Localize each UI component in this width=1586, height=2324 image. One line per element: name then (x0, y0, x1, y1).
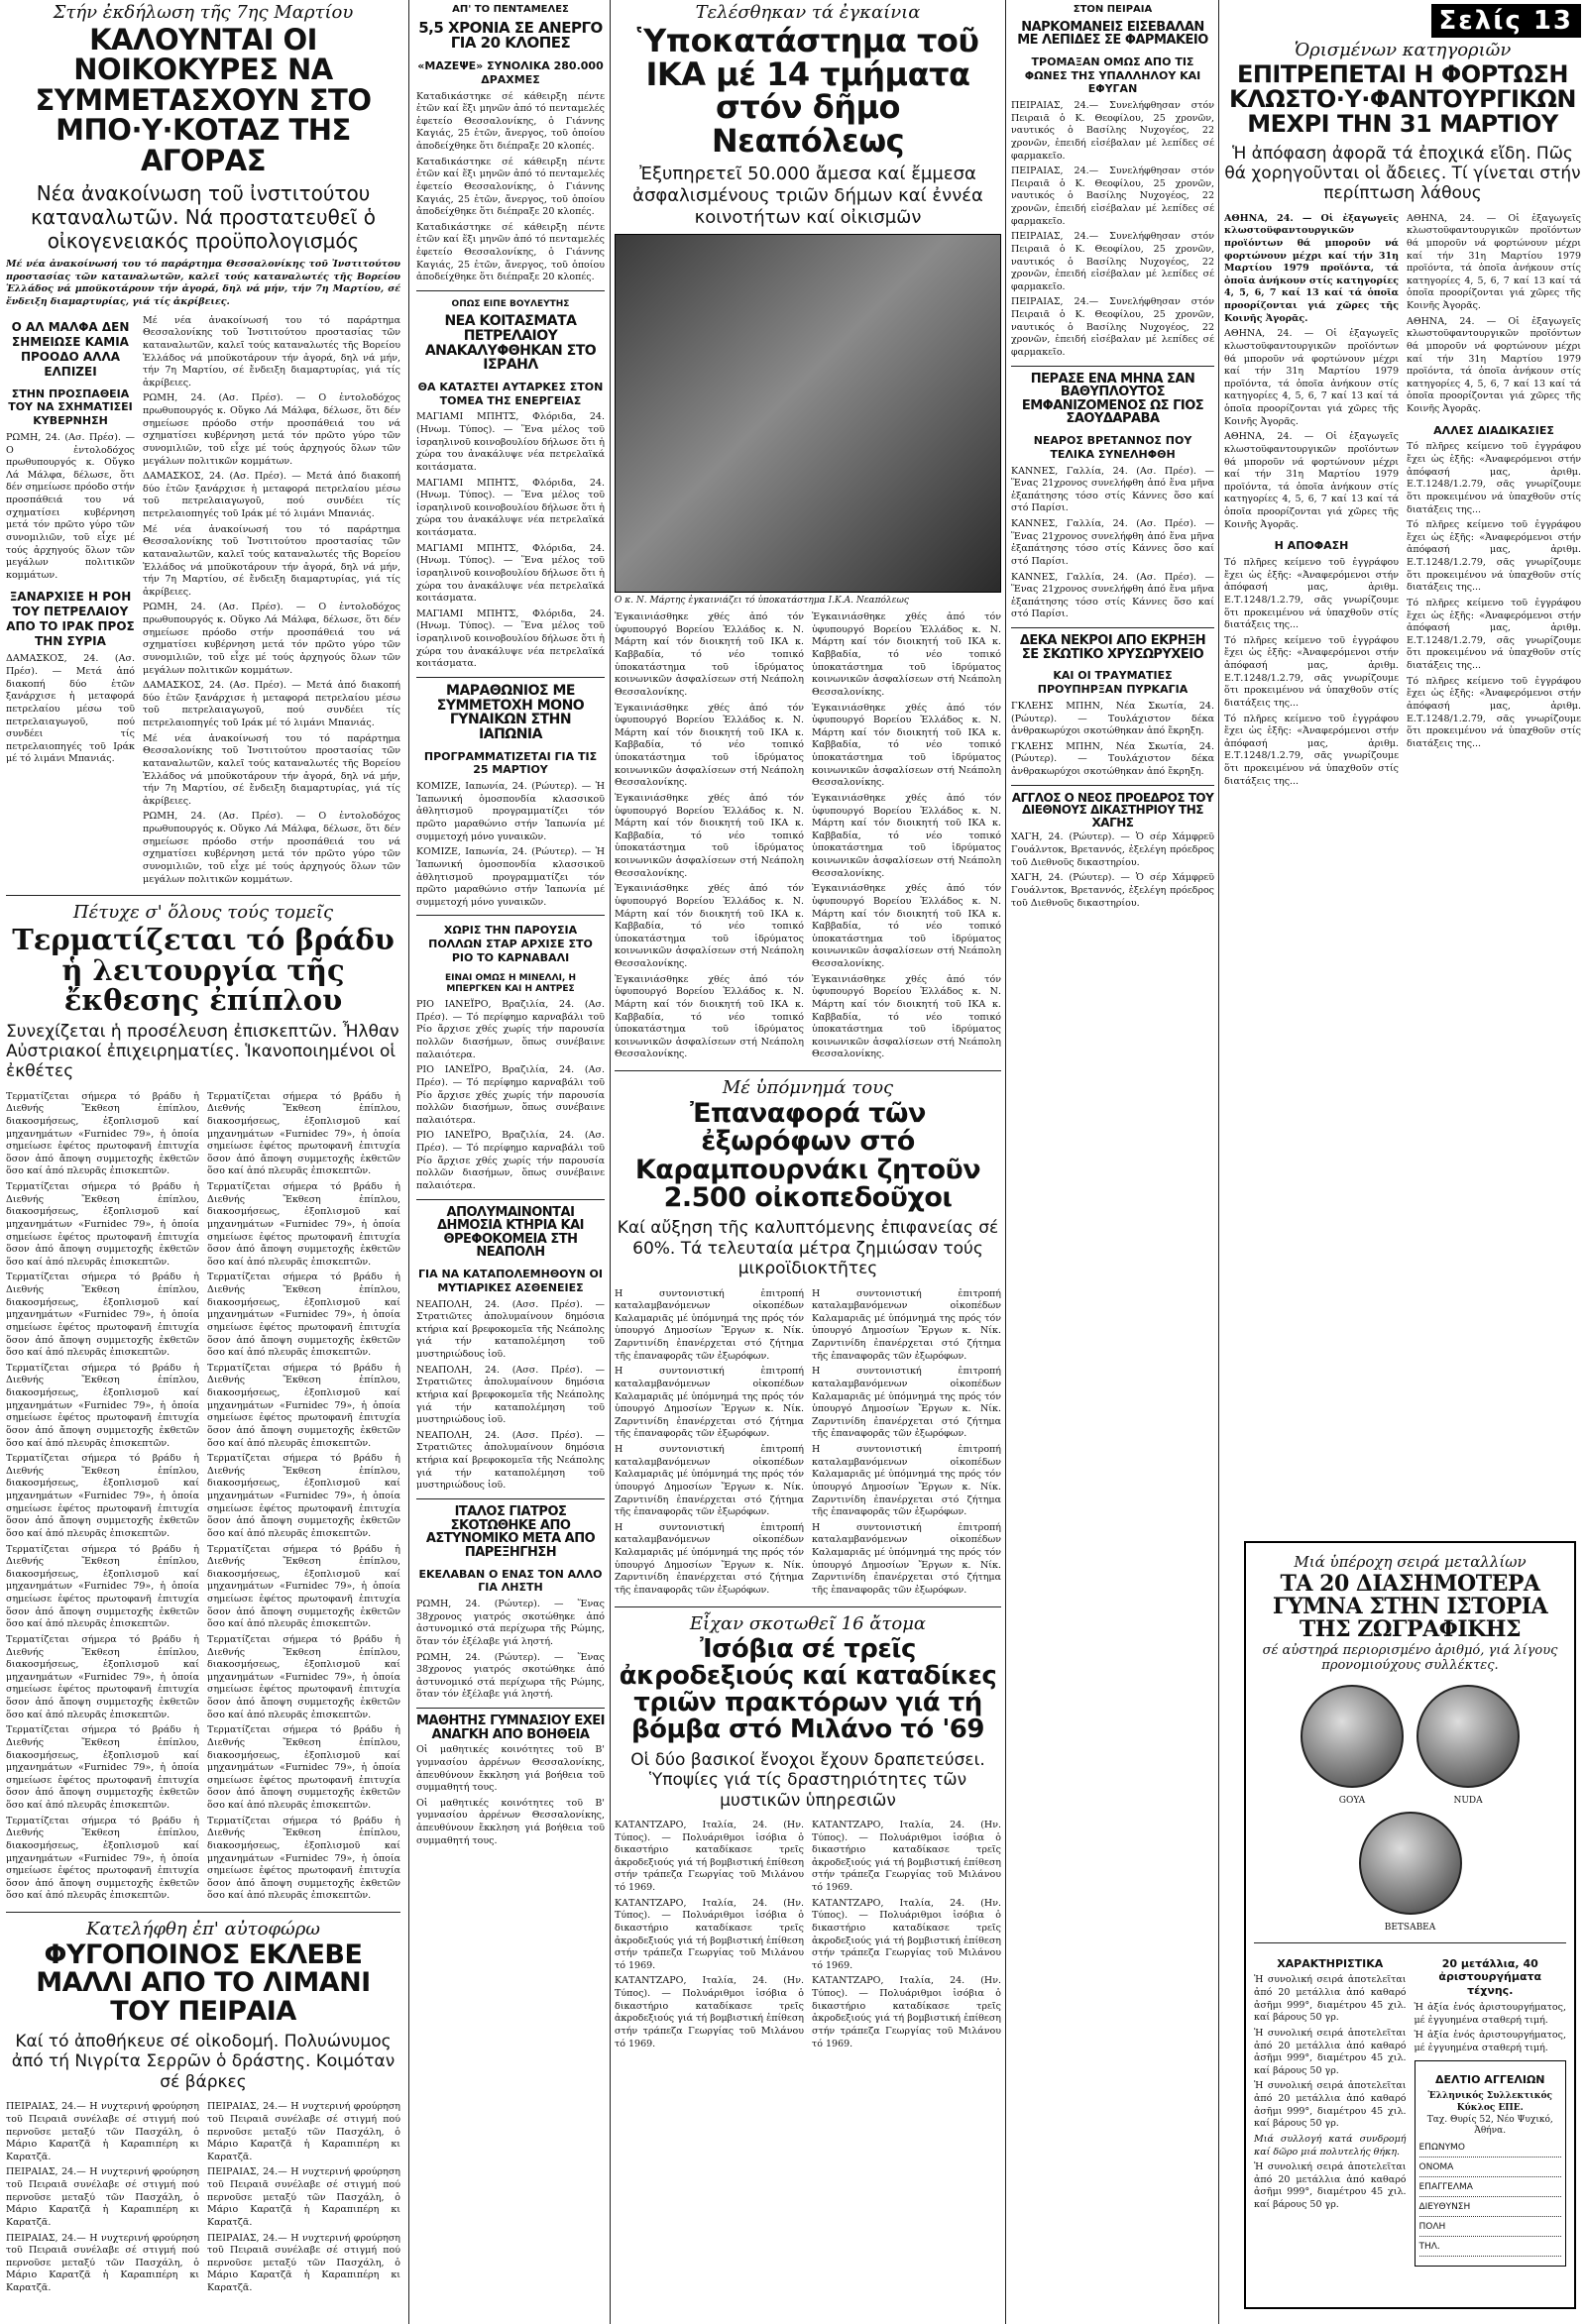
article-body: Ἐγκαινιάσθηκε χθές ἀπό τόν ὑφυπουργό Βορείου Ἑλλάδος κ. Ν. Μάρτη καί τόν διοικητή τοῦ ΙΚΑ κ. Καββαδία, τό νέο τοπικό ὑποκατάστημα τοῦ ἱδρύματος κοινωνικῶν ἀσφαλίσεων στή Νεάπολη Θεσσαλονίκης. (812, 883, 1001, 970)
article-deck: Ἡ ἀπόφαση ἀφορᾶ τά ἐποχικά εἴδη. Πῶς θά χορηγοῦνται οἱ ἄδειες. Τί γίνεται στήν περίπτωση λάθους (1224, 143, 1581, 204)
article-body: Η συντονιστική ἐπιτροπή καταλαμβανόμενων οἰκοπέδων Καλαμαριᾶς μέ ὑπόμνημά της πρός τόν ὑπουργό Δημοσίων Ἔργων κ. Νίκ. Ζαρντινίδη ἐπανέρχεται στό ζήτημα τῆς ἐπαναφορᾶς τῶν ἐξωρόφων. (615, 1521, 804, 1596)
article-body: Τερματίζεται σήμερα τό βράδυ ἡ Διεθνής Ἔκθεση ἐπίπλου, διακοσμήσεως, ἐξοπλισμοῦ καί μηχανημάτων «Furnidec 79», ἡ ὁποία σημείωσε ἐφέτος πρωτοφανῆ ἐπιτυχία ὅσον ἀπό ἄποψη συμμετοχῆς ἐκθετῶν ὅσο καί ἀπό πλευρᾶς ἐπισκεπτῶν. (6, 1543, 199, 1630)
article-body: ΜΑΓΙΑΜΙ ΜΠΗΤΣ, Φλόριδα, 24. (Ηνωμ. Τύπος). — Ἕνα μέλος τοῦ ἰσραηλινοῦ κοινοβουλίου δήλωσε ὅτι ἡ χώρα του ἀνακάλυψε νέα πετρελαϊκά κοιτάσματα. (416, 477, 605, 538)
ad-right-title: 20 μετάλλια, 40 ἀριστουργήματα τέχνης. (1438, 1956, 1542, 1998)
article-body: ΜΑΓΙΑΜΙ ΜΠΗΤΣ, Φλόριδα, 24. (Ηνωμ. Τύπος). — Ἕνα μέλος τοῦ ἰσραηλινοῦ κοινοβουλίου δήλωσε ὅτι ἡ χώρα του ἀνακάλυψε νέα πετρελαϊκά κοιτάσματα. (416, 608, 605, 670)
article-body: Τερματίζεται σήμερα τό βράδυ ἡ Διεθνής Ἔκθεση ἐπίπλου, διακοσμήσεως, ἐξοπλισμοῦ καί μηχανημάτων «Furnidec 79», ἡ ὁποία σημείωσε ἐφέτος πρωτοφανῆ ἐπιτυχία ὅσον ἀπό ἄποψη συμμετοχῆς ἐκθετῶν ὅσο καί ἀπό πλευρᾶς ἐπισκεπτῶν. (6, 1090, 199, 1177)
article-body: Τό πλῆρες κείμενο τοῦ ἐγγράφου ἔχει ὡς ἑξῆς: «Ἀναφερόμενοι στήν ἀπόφασή μας, ἀριθμ. Ε.Τ.1248/1.2.79, σᾶς γνωρίζουμε ὅτι προκειμένου νά ὑπαχθοῦν στίς διατάξεις της... (1407, 675, 1581, 749)
article-subhead: ΕΚΕΛΑΒΑΝ Ο ΕΝΑΣ ΤΟΝ ΑΛΛΟ ΓΙΑ ΛΗΣΤΗ (418, 1567, 603, 1595)
article-body: Ἐγκαινιάσθηκε χθές ἀπό τόν ὑφυπουργό Βορείου Ἑλλάδος κ. Ν. Μάρτη καί τόν διοικητή τοῦ ΙΚΑ κ. Καββαδία, τό νέο τοπικό ὑποκατάστημα τοῦ ἱδρύματος κοινωνικῶν ἀσφαλίσεων στή Νεάπολη Θεσσαλονίκης. (615, 611, 804, 698)
article-body: Η συντονιστική ἐπιτροπή καταλαμβανόμενων οἰκοπέδων Καλαμαριᾶς μέ ὑπόμνημά της πρός τόν ὑπουργό Δημοσίων Ἔργων κ. Νίκ. Ζαρντινίδη ἐπανέρχεται στό ζήτημα τῆς ἐπαναφορᾶς τῶν ἐξωρόφων. (615, 1444, 804, 1518)
article-body: ΠΕΙΡΑΙΑΣ, 24.— Συνελήφθησαν στόν Πειραιᾶ ὁ Κ. Θεοφίλου, 25 χρονῶν, ναυτικός ὁ Βασίλης Νυχογέος, 22 χρονῶν, ἐπειδή εἰσέβαλαν μέ λεπίδες σέ φαρμακεῖο. (1011, 166, 1214, 227)
ad-headline: ΤΑ 20 ΔΙΑΣΗΜΟΤΕΡΑ ΓΥΜΝΑ ΣΤΗΝ ΙΣΤΟΡΙΑ ΤΗΣ ΖΩΓΡΑΦΙΚΗΣ (1272, 1571, 1548, 1643)
article-body: ΜΑΓΙΑΜΙ ΜΠΗΤΣ, Φλόριδα, 24. (Ηνωμ. Τύπος). — Ἕνα μέλος τοῦ ἰσραηλινοῦ κοινοβουλίου δήλωσε ὅτι ἡ χώρα του ἀνακάλυψε νέα πετρελαϊκά κοιτάσματα. (416, 411, 605, 473)
form-field[interactable]: ΤΗΛ. (1419, 2242, 1562, 2257)
article-kicker: Τελέσθηκαν τά ἐγκαίνια (695, 2, 921, 23)
ad-features-body: Ἡ συνολική σειρά ἀποτελεῖται ἀπό 20 μετάλλια ἀπό καθαρό ἀσῆμι 999°, διαμέτρου 45 χιλ. καί βάρους 50 γρ. (1254, 1974, 1407, 2024)
article-body: Τερματίζεται σήμερα τό βράδυ ἡ Διεθνής Ἔκθεση ἐπίπλου, διακοσμήσεως, ἐξοπλισμοῦ καί μηχανημάτων «Furnidec 79», ἡ ὁποία σημείωσε ἐφέτος πρωτοφανῆ ἐπιτυχία ὅσον ἀπό ἄποψη συμμετοχῆς ἐκθετῶν ὅσο καί ἀπό πλευρᾶς ἐπισκεπτῶν. (6, 1181, 199, 1268)
article-headline: Ἰσόβια σέ τρεῖς ἀκροδεξιούς καί καταδίκες τριῶν πρακτόρων γιά τή βόμβα στό Μιλάνο τό '69 (619, 1633, 997, 1745)
form-field[interactable]: ΠΟΛΗ (1419, 2222, 1562, 2237)
article-body: ΡΩΜΗ, 24. (Ασ. Πρέσ). — Ο ἐντολοδόχος πρωθυπουργός κ. Οὔγκο Λά Μάλφα, δέλωσε, ὅτι δέν σημείωσε πρόοδο στήν προσπάθειά του νά σχηματίσει κυβέρνηση μετά τόν πρῶτο γύρο τῶν συνομιλιῶν, τοῦ εἶχε μέ τούς ἀρχηγούς ὅλων τῶν μεγάλων πολιτικῶν κομμάτων. (143, 811, 400, 885)
article-headline: Τερματίζεται τό βράδυ ἡ λειτουργία τῆς ἔκθεσης ἐπίπλου (12, 923, 395, 1018)
article-kicker: Ὁρισμένων κατηγοριῶν (1294, 40, 1512, 60)
article-body: Τερματίζεται σήμερα τό βράδυ ἡ Διεθνής Ἔκθεση ἐπίπλου, διακοσμήσεως, ἐξοπλισμοῦ καί μηχανημάτων «Furnidec 79», ἡ ὁποία σημείωσε ἐφέτος πρωτοφανῆ ἐπιτυχία ὅσον ἀπό ἄποψη συμμετοχῆς ἐκθετῶν ὅσο καί ἀπό πλευρᾶς ἐπισκεπτῶν. (207, 1181, 400, 1268)
article-body: Οἱ μαθητικές κοινότητες τοῦ Β' γυμνασίου ἀρρένων Θεσσαλονίκης, ἀπευθύνουν ἔκκληση γιά βοήθεια τοῦ συμμαθητή τους. (416, 1797, 605, 1846)
column-3 (615, 0, 1001, 2324)
article-body: Τερματίζεται σήμερα τό βράδυ ἡ Διεθνής Ἔκθεση ἐπίπλου, διακοσμήσεως, ἐξοπλισμοῦ καί μηχανημάτων «Furnidec 79», ἡ ὁποία σημείωσε ἐφέτος πρωτοφανῆ ἐπιτυχία ὅσον ἀπό ἄποψη συμμετοχῆς ἐκθετῶν ὅσο καί ἀπό πλευρᾶς ἐπισκεπτῶν. (207, 1272, 400, 1359)
ad-right-body: Ἡ ἀξία ἑνός ἀριστουργήματος, μέ ἐγγυημένα σταθερή τιμή. (1414, 2001, 1566, 2026)
article-body: ΡΩΜΗ, 24. (Ρώυτερ). — Ἕνας 38χρονος γιατρός σκοτώθηκε ἀπό ἀστυνομικό στά περίχωρα τῆς Ρώμης, ὅταν τόν ἐξέλαβε γιά ληστή. (416, 1599, 605, 1647)
article-body: Ἐγκαινιάσθηκε χθές ἀπό τόν ὑφυπουργό Βορείου Ἑλλάδος κ. Ν. Μάρτη καί τόν διοικητή τοῦ ΙΚΑ κ. Καββαδία, τό νέο τοπικό ὑποκατάστημα τοῦ ἱδρύματος κοινωνικῶν ἀσφαλίσεων στή Νεάπολη Θεσσαλονίκης. (615, 883, 804, 970)
article-body: Τερματίζεται σήμερα τό βράδυ ἡ Διεθνής Ἔκθεση ἐπίπλου, διακοσμήσεως, ἐξοπλισμοῦ καί μηχανημάτων «Furnidec 79», ἡ ὁποία σημείωσε ἐφέτος πρωτοφανῆ ἐπιτυχία ὅσον ἀπό ἄποψη συμμετοχῆς ἐκθετῶν ὅσο καί ἀπό πλευρᾶς ἐπισκεπτῶν. (207, 1090, 400, 1177)
article-body: ΚΑΤΑΝΤΖΑΡΟ, Ιταλία, 24. (Ην. Τύπος). — Πολυάριθμοι ἰσόβια ὁ δικαστήριο καταδίκασε τρεῖς ἀκροδεξιούς γιά τή βομβιστική ἐπίθεση στήν τράπεζα Γεωργίας τοῦ Μιλάνου τό 1969. (812, 1975, 1001, 2049)
ad-kicker: Μιά ὑπέροχη σειρά μεταλλίων (1294, 1553, 1527, 1571)
article-headline: ΜΑΡΑΘΩΝΙΟΣ ΜΕ ΣΥΜΜΕΤΟΧΗ ΜΟΝΟ ΓΥΝΑΙΚΩΝ ΣΤΗΝ ΙΑΠΩΝΙΑ (436, 682, 585, 742)
medal-coin-icon (1301, 1685, 1404, 1788)
article-deck: Ἐξυπηρετεῖ 50.000 ἄμεσα καί ἔμμεσα ἀσφαλισμένους τριῶν δήμων καί ἐννέα κοινοτήτων καί οἰκισμῶν (632, 164, 983, 228)
article-body: ΑΘΗΝΑ, 24. — Οἱ ἐξαγωγεῖς κλωστοϋφαντουργικῶν προϊόντων θά μποροῦν νά φορτώνουν μέχρι καί τήν 31η Μαρτίου 1979 προϊόντα, τά ὁποῖα ἀνήκουν στίς κατηγορίες 4, 5, 6, 7 καί 13 καί τά ὁποῖα προορίζονται γιά χῶρες τῆς Κοινῆς Ἀγορᾶς. (1407, 315, 1581, 415)
article-body: ΠΕΙΡΑΙΑΣ, 24.— Συνελήφθησαν στόν Πειραιᾶ ὁ Κ. Θεοφίλου, 25 χρονῶν, ναυτικός ὁ Βασίλης Νυχογέος, 22 χρονῶν, ἐπειδή εἰσέβαλαν μέ λεπίδες σέ φαρμακεῖο. (1011, 100, 1214, 162)
article-headline: ΧΩΡΙΣ ΤΗΝ ΠΑΡΟΥΣΙΑ ΠΟΛΛΩΝ ΣΤΑΡ ΑΡΧΙΣΕ ΣΤΟ ΡΙΟ ΤΟ ΚΑΡΝΑΒΑΛΙ (428, 924, 593, 964)
news-photo (615, 234, 1001, 593)
article-deck: Συνεχίζεται ἡ προσέλευση ἐπισκεπτῶν. Ἦλθαν Αὐστριακοί ἐπιχειρηματίες. Ἱκανοποιημένοι οἱ ἐκθέτες (6, 1021, 399, 1082)
article-body: ΓΚΛΕΗΣ ΜΠΗΝ, Νέα Σκωτία, 24. (Ρώυτερ). — Τουλάχιστον δέκα ἀνθρακωρύχοι σκοτώθηκαν ἀπό ἔκρηξη. (1011, 740, 1214, 777)
article-headline: Ἐπαναφορά τῶν ἐξωρόφων στό Καραμπουρνάκι ζητοῦν 2.500 οἰκοπεδοῦχοι (634, 1098, 981, 1214)
article-body: ΚΑΤΑΝΤΖΑΡΟ, Ιταλία, 24. (Ην. Τύπος). — Πολυάριθμοι ἰσόβια ὁ δικαστήριο καταδίκασε τρεῖς ἀκροδεξιούς γιά τή βομβιστική ἐπίθεση στήν τράπεζα Γεωργίας τοῦ Μιλάνου τό 1969. (615, 1819, 804, 1894)
article-body: Η συντονιστική ἐπιτροπή καταλαμβανόμενων οἰκοπέδων Καλαμαριᾶς μέ ὑπόμνημά της πρός τόν ὑπουργό Δημοσίων Ἔργων κ. Νίκ. Ζαρντινίδη ἐπανέρχεται στό ζήτημα τῆς ἐπαναφορᾶς τῶν ἐξωρόφων. (615, 1366, 804, 1440)
form-field[interactable]: ΕΠΩΝΥΜΟ (1419, 2143, 1562, 2158)
form-field[interactable]: ΕΠΑΓΓΕΛΜΑ (1419, 2182, 1562, 2197)
article-body: Καταδικάστηκε σέ κάθειρξη πέντε ἐτῶν καί ἕξι μηνῶν ἀπό τό πενταμελές ἐφετείο Θεσσαλονίκης, ὁ Γιάννης Καγιάς, 25 ἐτῶν, ἄνεργος, τοῦ ὁποίου ἀποδείχθηκε ὅτι διέπραξε 20 κλοπές. (416, 221, 605, 283)
article-body: Τερματίζεται σήμερα τό βράδυ ἡ Διεθνής Ἔκθεση ἐπίπλου, διακοσμήσεως, ἐξοπλισμοῦ καί μηχανημάτων «Furnidec 79», ἡ ὁποία σημείωσε ἐφέτος πρωτοφανῆ ἐπιτυχία ὅσον ἀπό ἄποψη συμμετοχῆς ἐκθετῶν ὅσο καί ἀπό πλευρᾶς ἐπισκεπτῶν. (207, 1362, 400, 1449)
ad-note: Μιά συλλογή κατά συνδρομή καί δῶρο μιά πολυτελής θήκη. (1254, 2133, 1407, 2158)
article-subhead: ΠΡΟΓΡΑΜΜΑΤΙΖΕΤΑΙ ΓΙΑ ΤΙΣ 25 ΜΑΡΤΙΟΥ (423, 749, 598, 777)
article-body: Τερματίζεται σήμερα τό βράδυ ἡ Διεθνής Ἔκθεση ἐπίπλου, διακοσμήσεως, ἐξοπλισμοῦ καί μηχανημάτων «Furnidec 79», ἡ ὁποία σημείωσε ἐφέτος πρωτοφανῆ ἐπιτυχία ὅσον ἀπό ἄποψη συμμετοχῆς ἐκθετῶν ὅσο καί ἀπό πλευρᾶς ἐπισκεπτῶν. (6, 1272, 199, 1359)
article-body: ΝΕΑΠΟΛΗ, 24. (Ασσ. Πρέσ). — Στρατιῶτες ἀπολυμαίνουν δημόσια κτήρια καί βρεφοκομεῖα τῆς Νεάπολης γιά τήν καταπολέμηση τοῦ μυστηριώδους ἰοῦ. (416, 1298, 605, 1361)
article-body: ΡΙΟ ΙΑΝΕΪΡΟ, Βραζιλία, 24. (Ασ. Πρέσ). — Τό περίφημο καρναβάλι τοῦ Ρίο ἄρχισε χθές χωρίς τήν παρουσία πολλῶν διασήμων, ὅπως συνέβαινε παλαιότερα. (416, 999, 605, 1060)
ad-features-body: Ἡ συνολική σειρά ἀποτελεῖται ἀπό 20 μετάλλια ἀπό καθαρό ἀσῆμι 999°, διαμέτρου 45 χιλ. καί βάρους 50 γρ. (1254, 2027, 1407, 2076)
article-headline: ΚΑΛΟΥΝΤΑΙ ΟΙ ΝΟΙΚΟΚΥΡΕΣ ΝΑ ΣΥΜΜΕΤΑΣΧΟΥΝ ΣΤΟ ΜΠΟ·Υ·ΚΟΤΑΖ ΤΗΣ ΑΓΟΡΑΣ (35, 23, 372, 177)
article-headline: Ο ΑΛ ΜΑΛΦΑ ΔΕΝ ΣΗΜΕΙΩΣΕ ΚΑΜΙΑ ΠΡΟΟΔΟ ΑΛΛΑ ΕΛΠΙΖΕΙ (11, 319, 130, 379)
article-body: Τό πλῆρες κείμενο τοῦ ἐγγράφου ἔχει ὡς ἑξῆς: «Ἀναφερόμενοι στήν ἀπόφασή μας, ἀριθμ. Ε.Τ.1248/1.2.79, σᾶς γνωρίζουμε ὅτι προκειμένου νά ὑπαχθοῦν στίς διατάξεις της... (1407, 519, 1581, 594)
medal-coin-icon (1416, 1685, 1520, 1788)
article-body: ΚΑΤΑΝΤΖΑΡΟ, Ιταλία, 24. (Ην. Τύπος). — Πολυάριθμοι ἰσόβια ὁ δικαστήριο καταδίκασε τρεῖς ἀκροδεξιούς γιά τή βομβιστική ἐπίθεση στήν τράπεζα Γεωργίας τοῦ Μιλάνου τό 1969. (615, 1975, 804, 2049)
coin-label: NUDA (1453, 1796, 1483, 1807)
article-body: ΝΕΑΠΟΛΗ, 24. (Ασσ. Πρέσ). — Στρατιῶτες ἀπολυμαίνουν δημόσια κτήρια καί βρεφοκομεῖα τῆς Νεάπολης γιά τήν καταπολέμηση τοῦ μυστηριώδους ἰοῦ. (416, 1364, 605, 1426)
article-headline: ΕΠΙΤΡΕΠΕΤΑΙ Η ΦΟΡΤΩΣΗ ΚΛΩΣΤΟ·Υ·ΦΑΝΤΟΥΡΓΙΚΩΝ ΜΕΧΡΙ ΤΗΝ 31 ΜΑΡΤΙΟΥ (1229, 60, 1576, 139)
article-subhead: ΓΙΑ ΝΑ ΚΑΤΑΠΟΛΕΜΗΘΟΥΝ ΟΙ ΜΥΤΙΑΡΙΚΕΣ ΑΣΘΕΝΕΙΕΣ (418, 1268, 603, 1294)
article-body: ΠΕΙΡΑΙΑΣ, 24.— Η νυχτερινή φρούρηση τοῦ Πειραιᾶ συνέλαβε σέ στιγμή πού περνοῦσε μεταξύ τῶν Πασχάλη, ὁ Μάριο Καρατζᾶ ἡ Καραπιπέρη κι Καρατζᾶ. (207, 2101, 400, 2162)
article-body: ΔΑΜΑΣΚΟΣ, 24. (Ασ. Πρέσ). — Μετά ἀπό διακοπή δύο ἐτῶν ξανάρχισε ἡ μεταφορά πετρελαίου μέσω τοῦ πετρελαιαγωγοῦ, πού συνδέει τίς πετρελαιοπηγές τοῦ Ιράκ μέ τό λιμάνι Μπανιάς. (6, 653, 135, 765)
article-kicker: Κατελήφθη ἐπ' αὐτοφώρω (86, 1919, 320, 1940)
article-body: Τό πλῆρες κείμενο τοῦ ἐγγράφου ἔχει ὡς ἑξῆς: «Ἀναφερόμενοι στήν ἀπόφασή μας, ἀριθμ. Ε.Τ.1248/1.2.79, σᾶς γνωρίζουμε ὅτι προκειμένου νά ὑπαχθοῦν στίς διατάξεις της... (1407, 441, 1581, 515)
article-body: ΠΕΙΡΑΙΑΣ, 24.— Συνελήφθησαν στόν Πειραιᾶ ὁ Κ. Θεοφίλου, 25 χρονῶν, ναυτικός ὁ Βασίλης Νυχογέος, 22 χρονῶν, ἐπειδή εἰσέβαλαν μέ λεπίδες σέ φαρμακεῖο. (1011, 296, 1214, 358)
form-field[interactable]: ΔΙΕΥΘΥΝΣΗ (1419, 2202, 1562, 2217)
article-subhead: ΝΕΑΡΟΣ ΒΡΕΤΑΝΝΟΣ ΠΟΥ ΤΕΛΙΚΑ ΣΥΝΕΛΗΦΘΗ (1033, 434, 1192, 461)
article-body: Τερματίζεται σήμερα τό βράδυ ἡ Διεθνής Ἔκθεση ἐπίπλου, διακοσμήσεως, ἐξοπλισμοῦ καί μηχανημάτων «Furnidec 79», ἡ ὁποία σημείωσε ἐφέτος πρωτοφανῆ ἐπιτυχία ὅσον ἀπό ἄποψη συμμετοχῆς ἐκθετῶν ὅσο καί ἀπό πλευρᾶς ἐπισκεπτῶν. (6, 1453, 199, 1539)
article-body: Τό πλῆρες κείμενο τοῦ ἐγγράφου ἔχει ὡς ἑξῆς: «Ἀναφερόμενοι στήν ἀπόφασή μας, ἀριθμ. Ε.Τ.1248/1.2.79, σᾶς γνωρίζουμε ὅτι προκειμένου νά ὑπαχθοῦν στίς διατάξεις της... (1224, 634, 1399, 709)
article-body: Μέ νέα ἀνακοίνωσή του τό παράρτημα Θεσσαλονίκης τοῦ Ἰνστιτούτου προστασίας τῶν καταναλωτῶν, καλεῖ τούς καταναλωτές τῆς Βορείου Ἑλλάδος νά μποϋκοτάρουν τήν ἀγορά, δηλ νά μήν, τήν 7η Μαρτίου, σέ ἔνδειξη διαμαρτυρίας, γιά τίς ἀκρίβειες. (143, 314, 400, 388)
article-body: Τερματίζεται σήμερα τό βράδυ ἡ Διεθνής Ἔκθεση ἐπίπλου, διακοσμήσεως, ἐξοπλισμοῦ καί μηχανημάτων «Furnidec 79», ἡ ὁποία σημείωσε ἐφέτος πρωτοφανῆ ἐπιτυχία ὅσον ἀπό ἄποψη συμμετοχῆς ἐκθετῶν ὅσο καί ἀπό πλευρᾶς ἐπισκεπτῶν. (207, 1453, 400, 1539)
article-body: Μέ νέα ἀνακοίνωσή του τό παράρτημα Θεσσαλονίκης τοῦ Ἰνστιτούτου προστασίας τῶν καταναλωτῶν, καλεῖ τούς καταναλωτές τῆς Βορείου Ἑλλάδος νά μποϋκοτάρουν τήν ἀγορά, δηλ νά μήν, τήν 7η Μαρτίου, σέ ἔνδειξη διαμαρτυρίας, γιά τίς ἀκρίβειες. (143, 523, 400, 598)
article-headline: ΠΕΡΑΣΕ ΕΝΑ ΜΗΝΑ ΣΑΝ ΒΑΘΥΠΛΟΥΤΟΣ ΕΜΦΑΝΙΖΟΜΕΝΟΣ ΩΣ ΓΙΟΣ ΣΑΟΥΔΑΡΑΒΑ (1021, 371, 1204, 427)
article-body: ΡΩΜΗ, 24. (Ασ. Πρέσ). — Ο ἐντολοδόχος πρωθυπουργός κ. Οὔγκο Λά Μάλφα, δέλωσε, ὅτι δέν σημείωσε πρόοδο στήν προσπάθειά του νά σχηματίσει κυβέρνηση μετά τόν πρῶτο γύρο τῶν συνομιλιῶν, τοῦ εἶχε μέ τούς ἀρχηγούς ὅλων τῶν μεγάλων πολιτικῶν κομμάτων. (143, 602, 400, 676)
article-body: Τερματίζεται σήμερα τό βράδυ ἡ Διεθνής Ἔκθεση ἐπίπλου, διακοσμήσεως, ἐξοπλισμοῦ καί μηχανημάτων «Furnidec 79», ἡ ὁποία σημείωσε ἐφέτος πρωτοφανῆ ἐπιτυχία ὅσον ἀπό ἄποψη συμμετοχῆς ἐκθετῶν ὅσο καί ἀπό πλευρᾶς ἐπισκεπτῶν. (6, 1815, 199, 1902)
article-body: Τερματίζεται σήμερα τό βράδυ ἡ Διεθνής Ἔκθεση ἐπίπλου, διακοσμήσεως, ἐξοπλισμοῦ καί μηχανημάτων «Furnidec 79», ἡ ὁποία σημείωσε ἐφέτος πρωτοφανῆ ἐπιτυχία ὅσον ἀπό ἄποψη συμμετοχῆς ἐκθετῶν ὅσο καί ἀπό πλευρᾶς ἐπισκεπτῶν. (207, 1724, 400, 1812)
article-body: Η συντονιστική ἐπιτροπή καταλαμβανόμενων οἰκοπέδων Καλαμαριᾶς μέ ὑπόμνημά της πρός τόν ὑπουργό Δημοσίων Ἔργων κ. Νίκ. Ζαρντινίδη ἐπανέρχεται στό ζήτημα τῆς ἐπαναφορᾶς τῶν ἐξωρόφων. (812, 1287, 1001, 1362)
article-body: ΜΑΓΙΑΜΙ ΜΠΗΤΣ, Φλόριδα, 24. (Ηνωμ. Τύπος). — Ἕνα μέλος τοῦ ἰσραηλινοῦ κοινοβουλίου δήλωσε ὅτι ἡ χώρα του ἀνακάλυψε νέα πετρελαϊκά κοιτάσματα. (416, 542, 605, 605)
ad-features-body: Ἡ συνολική σειρά ἀποτελεῖται ἀπό 20 μετάλλια ἀπό καθαρό ἀσῆμι 999°, διαμέτρου 45 χιλ. καί βάρους 50 γρ. (1254, 2161, 1407, 2211)
article-body: ΝΕΑΠΟΛΗ, 24. (Ασσ. Πρέσ). — Στρατιῶτες ἀπολυμαίνουν δημόσια κτήρια καί βρεφοκομεῖα τῆς Νεάπολης γιά τήν καταπολέμηση τοῦ μυστηριώδους ἰοῦ. (416, 1429, 605, 1492)
ad-deck: σέ αὐστηρά περιορισμένο ἀριθμό, γιά λίγους προνομιούχους συλλέκτες. (1262, 1643, 1558, 1674)
column-1 (6, 0, 400, 2324)
article-body: ΓΚΛΕΗΣ ΜΠΗΝ, Νέα Σκωτία, 24. (Ρώυτερ). — Τουλάχιστον δέκα ἀνθρακωρύχοι σκοτώθηκαν ἀπό ἔκρηξη. (1011, 700, 1214, 737)
article-body: ΠΕΙΡΑΙΑΣ, 24.— Η νυχτερινή φρούρηση τοῦ Πειραιᾶ συνέλαβε σέ στιγμή πού περνοῦσε μεταξύ τῶν Πασχάλη, ὁ Μάριο Καρατζᾶ ἡ Καραπιπέρη κι Καρατζᾶ. (207, 2166, 400, 2228)
article-subhead: ΘΑ ΚΑΤΑΣΤΕΙ ΑΥΤΑΡΚΕΣ ΣΤΟΝ ΤΟΜΕΑ ΤΗΣ ΕΝΕΡΓΕΙΑΣ (417, 380, 604, 407)
form-header: ΔΕΛΤΙΟ ΑΓΓΕΛΙΩΝ (1434, 2073, 1545, 2087)
coin-label: GOYA (1338, 1796, 1366, 1807)
article-body: ΠΕΙΡΑΙΑΣ, 24.— Η νυχτερινή φρούρηση τοῦ Πειραιᾶ συνέλαβε σέ στιγμή πού περνοῦσε μεταξύ τῶν Πασχάλη, ὁ Μάριο Καρατζᾶ ἡ Καραπιπέρη κι Καρατζᾶ. (6, 2166, 199, 2228)
article-intro: Μέ νέα ἀνακοίνωσή του τό παράρτημα Θεσσαλονίκης τοῦ Ἰνστιτούτου προστασίας τῶν καταναλωτῶν, καλεῖ τούς καταναλωτές τῆς Βορείου Ἑλλάδος νά μποϋκοτάρουν τήν ἀγορά, δηλ νά μήν, τήν 7η Μαρτίου, σέ ἔνδειξη διαμαρτυρίας, γιά τίς ἀκρίβειες. (6, 259, 400, 308)
article-body: ΠΕΙΡΑΙΑΣ, 24.— Συνελήφθησαν στόν Πειραιᾶ ὁ Κ. Θεοφίλου, 25 χρονῶν, ναυτικός ὁ Βασίλης Νυχογέος, 22 χρονῶν, ἐπειδή εἰσέβαλαν μέ λεπίδες σέ φαρμακεῖο. (1011, 231, 1214, 292)
article-body: Ἐγκαινιάσθηκε χθές ἀπό τόν ὑφυπουργό Βορείου Ἑλλάδος κ. Ν. Μάρτη καί τόν διοικητή τοῦ ΙΚΑ κ. Καββαδία, τό νέο τοπικό ὑποκατάστημα τοῦ ἱδρύματος κοινωνικῶν ἀσφαλίσεων στή Νεάπολη Θεσσαλονίκης. (615, 792, 804, 879)
article-subhead: ΚΑΙ ΟΙ ΤΡΑΥΜΑΤΙΕΣ ΠΡΟΥΠΗΡΞΑΝ ΠΥΡΚΑΓΙΑ (1037, 669, 1189, 697)
article-body: ΔΑΜΑΣΚΟΣ, 24. (Ασ. Πρέσ). — Μετά ἀπό διακοπή δύο ἐτῶν ξανάρχισε ἡ μεταφορά πετρελαίου μέσω τοῦ πετρελαιαγωγοῦ, πού συνδέει τίς πετρελαιοπηγές τοῦ Ιράκ μέ τό λιμάνι Μπανιάς. (143, 680, 400, 729)
article-body: Η συντονιστική ἐπιτροπή καταλαμβανόμενων οἰκοπέδων Καλαμαριᾶς μέ ὑπόμνημά της πρός τόν ὑπουργό Δημοσίων Ἔργων κ. Νίκ. Ζαρντινίδη ἐπανέρχεται στό ζήτημα τῆς ἐπαναφορᾶς τῶν ἐξωρόφων. (812, 1444, 1001, 1518)
ad-right-body: Ἡ ἀξία ἑνός ἀριστουργήματος, μέ ἐγγυημένα σταθερή τιμή. (1414, 2030, 1566, 2053)
article-body: ΑΘΗΝΑ, 24. — Οἱ ἐξαγωγεῖς κλωστοϋφαντουργικῶν προϊόντων θά μποροῦν νά φορτώνουν μέχρι καί τήν 31η Μαρτίου 1979 προϊόντα, τά ὁποῖα ἀνήκουν στίς κατηγορίες 4, 5, 6, 7 καί 13 καί τά ὁποῖα προορίζονται γιά χῶρες τῆς Κοινῆς Ἀγορᾶς. (1407, 212, 1581, 312)
article-body: Τό πλῆρες κείμενο τοῦ ἐγγράφου ἔχει ὡς ἑξῆς: «Ἀναφερόμενοι στήν ἀπόφασή μας, ἀριθμ. Ε.Τ.1248/1.2.79, σᾶς γνωρίζουμε ὅτι προκειμένου νά ὑπαχθοῦν στίς διατάξεις της... (1407, 597, 1581, 672)
article-body: Καταδικάστηκε σέ κάθειρξη πέντε ἐτῶν καί ἕξι μηνῶν ἀπό τό πενταμελές ἐφετείο Θεσσαλονίκης, ὁ Γιάννης Καγιάς, 25 ἐτῶν, ἄνεργος, τοῦ ὁποίου ἀποδείχθηκε ὅτι διέπραξε 20 κλοπές. (416, 156, 605, 218)
article-body: Ἐγκαινιάσθηκε χθές ἀπό τόν ὑφυπουργό Βορείου Ἑλλάδος κ. Ν. Μάρτη καί τόν διοικητή τοῦ ΙΚΑ κ. Καββαδία, τό νέο τοπικό ὑποκατάστημα τοῦ ἱδρύματος κοινωνικῶν ἀσφαλίσεων στή Νεάπολη Θεσσαλονίκης. (615, 973, 804, 1060)
ad-features-body: Ἡ συνολική σειρά ἀποτελεῖται ἀπό 20 μετάλλια ἀπό καθαρό ἀσῆμι 999°, διαμέτρου 45 χιλ. καί βάρους 50 γρ. (1254, 2080, 1407, 2130)
article-body: Τερματίζεται σήμερα τό βράδυ ἡ Διεθνής Ἔκθεση ἐπίπλου, διακοσμήσεως, ἐξοπλισμοῦ καί μηχανημάτων «Furnidec 79», ἡ ὁποία σημείωσε ἐφέτος πρωτοφανῆ ἐπιτυχία ὅσον ἀπό ἄποψη συμμετοχῆς ἐκθετῶν ὅσο καί ἀπό πλευρᾶς ἐπισκεπτῶν. (6, 1724, 199, 1812)
coin-label: BETSABEA (1384, 1922, 1436, 1933)
article-body: ΚΟΜΙΖΕ, Ιαπωνία, 24. (Ρώυτερ). — Ἡ Ἰαπωνική ὁμοσπονδία κλασσικοῦ ἀθλητισμοῦ προγραμματίζει τόν πρῶτο μαραθώνιο στήν Ἰαπωνία μέ συμμετοχή μόνο γυναικῶν. (416, 781, 605, 842)
article-deck: Οἱ δύο βασικοί ἔνοχοι ἔχουν δραπετεύσει. Ὑποψίες γιά τίς δραστηριότητες τῶν μυστικῶν ὑπηρεσιῶν (630, 1749, 985, 1811)
article-subhead: ΣΤΗΝ ΠΡΟΣΠΑΘΕΙΑ ΤΟΥ ΝΑ ΣΧΗΜΑΤΙΣΕΙ ΚΥΒΕΡΝΗΣΗ (8, 387, 133, 428)
form-company: Ἑλληνικός Συλλεκτικός Κύκλος ΕΠΕ. (1427, 2091, 1552, 2113)
article-body: Η συντονιστική ἐπιτροπή καταλαμβανόμενων οἰκοπέδων Καλαμαριᾶς μέ ὑπόμνημά της πρός τόν ὑπουργό Δημοσίων Ἔργων κ. Νίκ. Ζαρντινίδη ἐπανέρχεται στό ζήτημα τῆς ἐπαναφορᾶς τῶν ἐξωρόφων. (812, 1366, 1001, 1440)
article-body: ΠΕΙΡΑΙΑΣ, 24.— Η νυχτερινή φρούρηση τοῦ Πειραιᾶ συνέλαβε σέ στιγμή πού περνοῦσε μεταξύ τῶν Πασχάλη, ὁ Μάριο Καρατζᾶ ἡ Καραπιπέρη κι Καρατζᾶ. (6, 2101, 199, 2162)
article-kicker: Μέ ὑπόμνημά τους (722, 1077, 894, 1099)
article-headline: 5,5 ΧΡΟΝΙΑ ΣΕ ΑΝΕΡΓΟ ΓΙΑ 20 ΚΛΟΠΕΣ (418, 18, 603, 53)
article-body: ΚΑΤΑΝΤΖΑΡΟ, Ιταλία, 24. (Ην. Τύπος). — Πολυάριθμοι ἰσόβια ὁ δικαστήριο καταδίκασε τρεῖς ἀκροδεξιούς γιά τή βομβιστική ἐπίθεση στήν τράπεζα Γεωργίας τοῦ Μιλάνου τό 1969. (615, 1897, 804, 1971)
article-subhead: «ΜΑΖΕΨΕ» ΣΥΝΟΛΙΚΑ 280.000 ΔΡΑΧΜΕΣ (417, 59, 604, 86)
article-headline: ΑΠΟΛΥΜΑΙΝΟΝΤΑΙ ΔΗΜΟΣΙΑ ΚΤΗΡΙΑ ΚΑΙ ΘΡΕΦΟΚΟΜΕΙΑ ΣΤΗ ΝΕΑΠΟΛΗ (437, 1204, 584, 1261)
article-headline: ΙΤΑΛΟΣ ΓΙΑΤΡΟΣ ΣΚΟΤΩΘΗΚΕ ΑΠΟ ΑΣΤΥΝΟΜΙΚΟ ΜΕΤΑ ΑΠΟ ΠΑΡΕΞΗΓΗΣΗ (425, 1503, 596, 1560)
article-body: ΡΙΟ ΙΑΝΕΪΡΟ, Βραζιλία, 24. (Ασ. Πρέσ). — Τό περίφημο καρναβάλι τοῦ Ρίο ἄρχισε χθές χωρίς τήν παρουσία πολλῶν διασήμων, ὅπως συνέβαινε παλαιότερα. (416, 1064, 605, 1126)
article-body: Ἐγκαινιάσθηκε χθές ἀπό τόν ὑφυπουργό Βορείου Ἑλλάδος κ. Ν. Μάρτη καί τόν διοικητή τοῦ ΙΚΑ κ. Καββαδία, τό νέο τοπικό ὑποκατάστημα τοῦ ἱδρύματος κοινωνικῶν ἀσφαλίσεων στή Νεάπολη Θεσσαλονίκης. (615, 702, 804, 789)
article-body: ΚΑΤΑΝΤΖΑΡΟ, Ιταλία, 24. (Ην. Τύπος). — Πολυάριθμοι ἰσόβια ὁ δικαστήριο καταδίκασε τρεῖς ἀκροδεξιούς γιά τή βομβιστική ἐπίθεση στήν τράπεζα Γεωργίας τοῦ Μιλάνου τό 1969. (812, 1819, 1001, 1894)
article-headline: ΑΓΓΛΟΣ Ο ΝΕΟΣ ΠΡΟΕΔΡΟΣ ΤΟΥ ΔΙΕΘΝΟΥΣ ΔΙΚΑΣΤΗΡΙΟΥ ΤΗΣ ΧΑΓΗΣ (1011, 790, 1214, 830)
article-kicker: ΑΠ' ΤΟ ΠΕΝΤΑΜΕΛΕΣ (452, 4, 569, 15)
article-body: Τερματίζεται σήμερα τό βράδυ ἡ Διεθνής Ἔκθεση ἐπίπλου, διακοσμήσεως, ἐξοπλισμοῦ καί μηχανημάτων «Furnidec 79», ἡ ὁποία σημείωσε ἐφέτος πρωτοφανῆ ἐπιτυχία ὅσον ἀπό ἄποψη συμμετοχῆς ἐκθετῶν ὅσο καί ἀπό πλευρᾶς ἐπισκεπτῶν. (207, 1543, 400, 1630)
article-headline: ΝΕΑ ΚΟΙΤΑΣΜΑΤΑ ΠΕΤΡΕΛΑΙΟΥ ΑΝΑΚΑΛΥΦΘΗΚΑΝ ΣΤΟ ΙΣΡΑΗΛ (424, 313, 597, 374)
page-number-logo: Σελίς 13 (1431, 4, 1581, 38)
column-divider (1005, 0, 1006, 2324)
article-deck: Καί αὔξηση τῆς καλυπτόμενης ἐπιφανείας σέ 60%. Τά τελευταία μέτρα ζημιώσαν τούς μικροϊδιοκτῆτες (617, 1218, 999, 1279)
article-body: ΑΘΗΝΑ, 24. — Οἱ ἐξαγωγεῖς κλωστοϋφαντουργικῶν προϊόντων θά μποροῦν νά φορτώνουν μέχρι καί τήν 31η Μαρτίου 1979 προϊόντα, τά ὁποῖα ἀνήκουν στίς κατηγορίες 4, 5, 6, 7 καί 13 καί τά ὁποῖα προορίζονται γιά χῶρες τῆς Κοινῆς Ἀγορᾶς. (1224, 212, 1399, 324)
article-body: ΡΩΜΗ, 24. (Ασ. Πρέσ). — Ο ἐντολοδόχος πρωθυπουργός κ. Οὔγκο Λά Μάλφα, δέλωσε, ὅτι δέν σημείωσε πρόοδο στήν προσπάθειά του νά σχηματίσει κυβέρνηση μετά τόν πρῶτο γύρο τῶν συνομιλιῶν, τοῦ εἶχε μέ τούς ἀρχηγούς ὅλων τῶν μεγάλων πολιτικῶν κομμάτων. (6, 431, 135, 581)
article-body: Τό πλῆρες κείμενο τοῦ ἐγγράφου ἔχει ὡς ἑξῆς: «Ἀναφερόμενοι στήν ἀπόφασή μας, ἀριθμ. Ε.Τ.1248/1.2.79, σᾶς γνωρίζουμε ὅτι προκειμένου νά ὑπαχθοῦν στίς διατάξεις της... (1224, 713, 1399, 787)
article-body: ΠΕΙΡΑΙΑΣ, 24.— Η νυχτερινή φρούρηση τοῦ Πειραιᾶ συνέλαβε σέ στιγμή πού περνοῦσε μεταξύ τῶν Πασχάλη, ὁ Μάριο Καρατζᾶ ἡ Καραπιπέρη κι Καρατζᾶ. (207, 2232, 400, 2293)
article-body: Τερματίζεται σήμερα τό βράδυ ἡ Διεθνής Ἔκθεση ἐπίπλου, διακοσμήσεως, ἐξοπλισμοῦ καί μηχανημάτων «Furnidec 79», ἡ ὁποία σημείωσε ἐφέτος πρωτοφανῆ ἐπιτυχία ὅσον ἀπό ἄποψη συμμετοχῆς ἐκθετῶν ὅσο καί ἀπό πλευρᾶς ἐπισκεπτῶν. (6, 1362, 199, 1449)
column-5 (1224, 0, 1581, 1536)
article-body: ΧΑΓΗ, 24. (Ρώυτερ). — Ὁ σέρ Χάμφρεϋ Γουάλντοκ, Βρεταννός, ἐξελέγη πρόεδρος τοῦ Διεθνοῦς δικαστηρίου. (1011, 831, 1214, 868)
article-deck: Καί τό ἀποθήκευε σέ οἰκοδομή. Πολυώνυμος ἀπό τή Νιγρίτα Σερρῶν ὁ δράστης. Κοιμόταν σέ βάρκες (11, 2032, 396, 2092)
column-2 (416, 0, 605, 2324)
article-headline: ΦΥΓΟΠΟΙΝΟΣ ΕΚΛΕΒΕ ΜΑΛΛΙ ΑΠΟ ΤΟ ΛΙΜΑΝΙ ΤΟΥ ΠΕΙΡΑΙΑ (36, 1939, 371, 2027)
article-body: ΡΙΟ ΙΑΝΕΪΡΟ, Βραζιλία, 24. (Ασ. Πρέσ). — Τό περίφημο καρναβάλι τοῦ Ρίο ἄρχισε χθές χωρίς τήν παρουσία πολλῶν διασήμων, ὅπως συνέβαινε παλαιότερα. (416, 1130, 605, 1191)
article-body: Καταδικάστηκε σέ κάθειρξη πέντε ἐτῶν καί ἕξι μηνῶν ἀπό τό πενταμελές ἐφετείο Θεσσαλονίκης, ὁ Γιάννης Καγιάς, 25 ἐτῶν, ἄνεργος, τοῦ ὁποίου ἀποδείχθηκε ὅτι διέπραξε 20 κλοπές. (416, 90, 605, 152)
article-headline: Ὑποκατάστημα τοῦ ΙΚΑ μέ 14 τμήματα στόν δῆμο Νεαπόλεως (636, 22, 979, 160)
article-body: Οἱ μαθητικές κοινότητες τοῦ Β' γυμνασίου ἀρρένων Θεσσαλονίκης, ἀπευθύνουν ἔκκληση γιά βοήθεια τοῦ συμμαθητή τους. (416, 1744, 605, 1794)
article-body: ΡΩΜΗ, 24. (Ρώυτερ). — Ἕνας 38χρονος γιατρός σκοτώθηκε ἀπό ἀστυνομικό στά περίχωρα τῆς Ρώμης, ὅταν τόν ἐξέλαβε γιά ληστή. (416, 1651, 605, 1701)
article-body: ΧΑΓΗ, 24. (Ρώυτερ). — Ὁ σέρ Χάμφρεϋ Γουάλντοκ, Βρεταννός, ἐξελέγη πρόεδρος τοῦ Διεθνοῦς δικαστηρίου. (1011, 872, 1214, 909)
article-body: ΚΑΝΝΕΣ, Γαλλία, 24. (Ασ. Πρέσ). — Ἕνας 21χρονος συνελήφθη ἀπό ἕνα μῆνα ἐξαπάτησης τόσο στίς Κάννες ὅσο καί στό Παρίσι. (1011, 571, 1214, 620)
article-body: ΑΘΗΝΑ, 24. — Οἱ ἐξαγωγεῖς κλωστοϋφαντουργικῶν προϊόντων θά μποροῦν νά φορτώνουν μέχρι καί τήν 31η Μαρτίου 1979 προϊόντα, τά ὁποῖα ἀνήκουν στίς κατηγορίες 4, 5, 6, 7 καί 13 καί τά ὁποῖα προορίζονται γιά χῶρες τῆς Κοινῆς Ἀγορᾶς. (1224, 431, 1399, 530)
column-divider (1218, 0, 1219, 2324)
article-subhead: Η ΑΠΟΦΑΣΗ (1274, 539, 1349, 553)
article-body: Τερματίζεται σήμερα τό βράδυ ἡ Διεθνής Ἔκθεση ἐπίπλου, διακοσμήσεως, ἐξοπλισμοῦ καί μηχανημάτων «Furnidec 79», ἡ ὁποία σημείωσε ἐφέτος πρωτοφανῆ ἐπιτυχία ὅσον ἀπό ἄποψη συμμετοχῆς ἐκθετῶν ὅσο καί ἀπό πλευρᾶς ἐπισκεπτῶν. (207, 1815, 400, 1902)
coin-advertisement (1244, 1541, 1576, 2309)
ad-features-title: ΧΑΡΑΚΤΗΡΙΣΤΙΚΑ (1277, 1956, 1384, 1970)
article-kicker: Στήν ἐκδήλωση τῆς 7ης Μαρτίου (53, 2, 354, 23)
article-body: ΚΑΤΑΝΤΖΑΡΟ, Ιταλία, 24. (Ην. Τύπος). — Πολυάριθμοι ἰσόβια ὁ δικαστήριο καταδίκασε τρεῖς ἀκροδεξιούς γιά τή βομβιστική ἐπίθεση στήν τράπεζα Γεωργίας τοῦ Μιλάνου τό 1969. (812, 1897, 1001, 1971)
article-headline: ΞΑΝΑΡΧΙΣΕ Η ΡΟΗ ΤΟΥ ΠΕΤΡΕΛΑΙΟΥ ΑΠΟ ΤΟ ΙΡΑΚ ΠΡΟΣ ΤΗΝ ΣΥΡΙΑ (6, 590, 135, 649)
column-divider (408, 0, 409, 2324)
article-kicker: Πέτυχε σ' ὅλους τούς τομεῖς (72, 902, 334, 924)
medal-coin-icon (1359, 1812, 1462, 1915)
article-subhead: ΑΛΛΕΣ ΔΙΑΔΙΚΑΣΙΕΣ (1433, 423, 1554, 437)
article-body: Ἐγκαινιάσθηκε χθές ἀπό τόν ὑφυπουργό Βορείου Ἑλλάδος κ. Ν. Μάρτη καί τόν διοικητή τοῦ ΙΚΑ κ. Καββαδία, τό νέο τοπικό ὑποκατάστημα τοῦ ἱδρύματος κοινωνικῶν ἀσφαλίσεων στή Νεάπολη Θεσσαλονίκης. (812, 973, 1001, 1060)
article-body: ΠΕΙΡΑΙΑΣ, 24.— Η νυχτερινή φρούρηση τοῦ Πειραιᾶ συνέλαβε σέ στιγμή πού περνοῦσε μεταξύ τῶν Πασχάλη, ὁ Μάριο Καρατζᾶ ἡ Καραπιπέρη κι Καρατζᾶ. (6, 2232, 199, 2293)
form-field[interactable]: ΟΝΟΜΑ (1419, 2162, 1562, 2177)
form-address: Ταχ. Θυρίς 52, Νέο Ψυχικό, Ἀθήνα. (1426, 2114, 1553, 2137)
article-body: ΑΘΗΝΑ, 24. — Οἱ ἐξαγωγεῖς κλωστοϋφαντουργικῶν προϊόντων θά μποροῦν νά φορτώνουν μέχρι καί τήν 31η Μαρτίου 1979 προϊόντα, τά ὁποῖα ἀνήκουν στίς κατηγορίες 4, 5, 6, 7 καί 13 καί τά ὁποῖα προορίζονται γιά χῶρες τῆς Κοινῆς Ἀγορᾶς. (1224, 328, 1399, 427)
article-body: Μέ νέα ἀνακοίνωσή του τό παράρτημα Θεσσαλονίκης τοῦ Ἰνστιτούτου προστασίας τῶν καταναλωτῶν, καλεῖ τούς καταναλωτές τῆς Βορείου Ἑλλάδος νά μποϋκοτάρουν τήν ἀγορά, δηλ νά μήν, τήν 7η Μαρτίου, σέ ἔνδειξη διαμαρτυρίας, γιά τίς ἀκρίβειες. (143, 732, 400, 807)
article-body: Τό πλῆρες κείμενο τοῦ ἐγγράφου ἔχει ὡς ἑξῆς: «Ἀναφερόμενοι στήν ἀπόφασή μας, ἀριθμ. Ε.Τ.1248/1.2.79, σᾶς γνωρίζουμε ὅτι προκειμένου νά ὑπαχθοῦν στίς διατάξεις της... (1224, 557, 1399, 631)
article-body: Ἐγκαινιάσθηκε χθές ἀπό τόν ὑφυπουργό Βορείου Ἑλλάδος κ. Ν. Μάρτη καί τόν διοικητή τοῦ ΙΚΑ κ. Καββαδία, τό νέο τοπικό ὑποκατάστημα τοῦ ἱδρύματος κοινωνικῶν ἀσφαλίσεων στή Νεάπολη Θεσσαλονίκης. (812, 702, 1001, 789)
article-kicker: ΣΤΟΝ ΠΕΙΡΑΙΑ (1073, 4, 1153, 15)
article-body: Η συντονιστική ἐπιτροπή καταλαμβανόμενων οἰκοπέδων Καλαμαριᾶς μέ ὑπόμνημά της πρός τόν ὑπουργό Δημοσίων Ἔργων κ. Νίκ. Ζαρντινίδη ἐπανέρχεται στό ζήτημα τῆς ἐπαναφορᾶς τῶν ἐξωρόφων. (812, 1521, 1001, 1596)
article-kicker: ΟΠΩΣ ΕΙΠΕ ΒΟΥΛΕΥΤΗΣ (451, 298, 570, 309)
article-headline: ΜΑΘΗΤΗΣ ΓΥΜΝΑΣΙΟΥ ΕΧΕΙ ΑΝΑΓΚΗ ΑΠΟ ΒΟΗΘΕΙΑ (416, 1714, 605, 1742)
article-headline: ΔΕΚΑ ΝΕΚΡΟΙ ΑΠΟ ΕΚΡΗΞΗ ΣΕ ΣΚΩΤΙΚΟ ΧΡΥΣΩΡΥΧΕΙΟ (1019, 633, 1206, 662)
article-body: Ἐγκαινιάσθηκε χθές ἀπό τόν ὑφυπουργό Βορείου Ἑλλάδος κ. Ν. Μάρτη καί τόν διοικητή τοῦ ΙΚΑ κ. Καββαδία, τό νέο τοπικό ὑποκατάστημα τοῦ ἱδρύματος κοινωνικῶν ἀσφαλίσεων στή Νεάπολη Θεσσαλονίκης. (812, 792, 1001, 879)
article-body: ΚΑΝΝΕΣ, Γαλλία, 24. (Ασ. Πρέσ). — Ἕνας 21χρονος συνελήφθη ἀπό ἕνα μῆνα ἐξαπάτησης τόσο στίς Κάννες ὅσο καί στό Παρίσι. (1011, 518, 1214, 567)
article-deck: Νέα ἀνακοίνωση τοῦ ἰνστιτούτου καταναλωτῶν. Νά προστατευθεῖ ὁ οἰκογενειακός προϋπολογισμός (30, 181, 377, 254)
article-body: Η συντονιστική ἐπιτροπή καταλαμβανόμενων οἰκοπέδων Καλαμαριᾶς μέ ὑπόμνημά της πρός τόν ὑπουργό Δημοσίων Ἔργων κ. Νίκ. Ζαρντινίδη ἐπανέρχεται στό ζήτημα τῆς ἐπαναφορᾶς τῶν ἐξωρόφων. (615, 1287, 804, 1362)
column-divider (610, 0, 611, 2324)
article-headline: ΝΑΡΚΟΜΑΝΕΙΣ ΕΙΣΕΒΑΛΑΝ ΜΕ ΛΕΠΙΔΕΣ ΣΕ ΦΑΡΜΑΚΕΙΟ (1017, 19, 1208, 49)
article-kicker: Εἶχαν σκοτωθεῖ 16 ἄτομα (689, 1612, 927, 1634)
article-body: ΔΑΜΑΣΚΟΣ, 24. (Ασ. Πρέσ). — Μετά ἀπό διακοπή δύο ἐτῶν ξανάρχισε ἡ μεταφορά πετρελαίου μέσω τοῦ πετρελαιαγωγοῦ, πού συνδέει τίς πετρελαιοπηγές τοῦ Ιράκ μέ τό λιμάνι Μπανιάς. (143, 471, 400, 520)
article-body: ΚΑΝΝΕΣ, Γαλλία, 24. (Ασ. Πρέσ). — Ἕνας 21χρονος συνελήφθη ἀπό ἕνα μῆνα ἐξαπάτησης τόσο στίς Κάννες ὅσο καί στό Παρίσι. (1011, 465, 1214, 514)
article-body: Τερματίζεται σήμερα τό βράδυ ἡ Διεθνής Ἔκθεση ἐπίπλου, διακοσμήσεως, ἐξοπλισμοῦ καί μηχανημάτων «Furnidec 79», ἡ ὁποία σημείωσε ἐφέτος πρωτοφανῆ ἐπιτυχία ὅσον ἀπό ἄποψη συμμετοχῆς ἐκθετῶν ὅσο καί ἀπό πλευρᾶς ἐπισκεπτῶν. (6, 1633, 199, 1720)
article-subhead: ΕΙΝΑΙ ΟΜΩΣ Η ΜΙΝΕΛΛΙ, Η ΜΠΕΡΓΚΕΝ ΚΑΙ Η ΑΝΤΡΕΣ (444, 972, 577, 994)
article-body: Ἐγκαινιάσθηκε χθές ἀπό τόν ὑφυπουργό Βορείου Ἑλλάδος κ. Ν. Μάρτη καί τόν διοικητή τοῦ ΙΚΑ κ. Καββαδία, τό νέο τοπικό ὑποκατάστημα τοῦ ἱδρύματος κοινωνικῶν ἀσφαλίσεων στή Νεάπολη Θεσσαλονίκης. (812, 611, 1001, 698)
article-body: Τερματίζεται σήμερα τό βράδυ ἡ Διεθνής Ἔκθεση ἐπίπλου, διακοσμήσεως, ἐξοπλισμοῦ καί μηχανημάτων «Furnidec 79», ἡ ὁποία σημείωσε ἐφέτος πρωτοφανῆ ἐπιτυχία ὅσον ἀπό ἄποψη συμμετοχῆς ἐκθετῶν ὅσο καί ἀπό πλευρᾶς ἐπισκεπτῶν. (207, 1633, 400, 1720)
article-subhead: ΤΡΟΜΑΞΑΝ ΟΜΩΣ ΑΠΟ ΤΙΣ ΦΩΝΕΣ ΤΗΣ ΥΠΑΛΛΗΛΟΥ ΚΑΙ ΕΦΥΓΑΝ (1024, 55, 1201, 96)
article-body: ΚΟΜΙΖΕ, Ιαπωνία, 24. (Ρώυτερ). — Ἡ Ἰαπωνική ὁμοσπονδία κλασσικοῦ ἀθλητισμοῦ προγραμματίζει τόν πρῶτο μαραθώνιο στήν Ἰαπωνία μέ συμμετοχή μόνο γυναικῶν. (416, 846, 605, 908)
article-body: ΡΩΜΗ, 24. (Ασ. Πρέσ). — Ο ἐντολοδόχος πρωθυπουργός κ. Οὔγκο Λά Μάλφα, δέλωσε, ὅτι δέν σημείωσε πρόοδο στήν προσπάθειά του νά σχηματίσει κυβέρνηση μετά τόν πρῶτο γύρο τῶν συνομιλιῶν, τοῦ εἶχε μέ τούς ἀρχηγούς ὅλων τῶν μεγάλων πολιτικῶν κομμάτων. (143, 392, 400, 467)
photo-caption: Ο κ. Ν. Μάρτης ἐγκαινιάζει τό ὑποκατάστημα Ι.Κ.Α. Νεαπόλεως (615, 596, 909, 607)
column-4 (1011, 0, 1214, 1546)
